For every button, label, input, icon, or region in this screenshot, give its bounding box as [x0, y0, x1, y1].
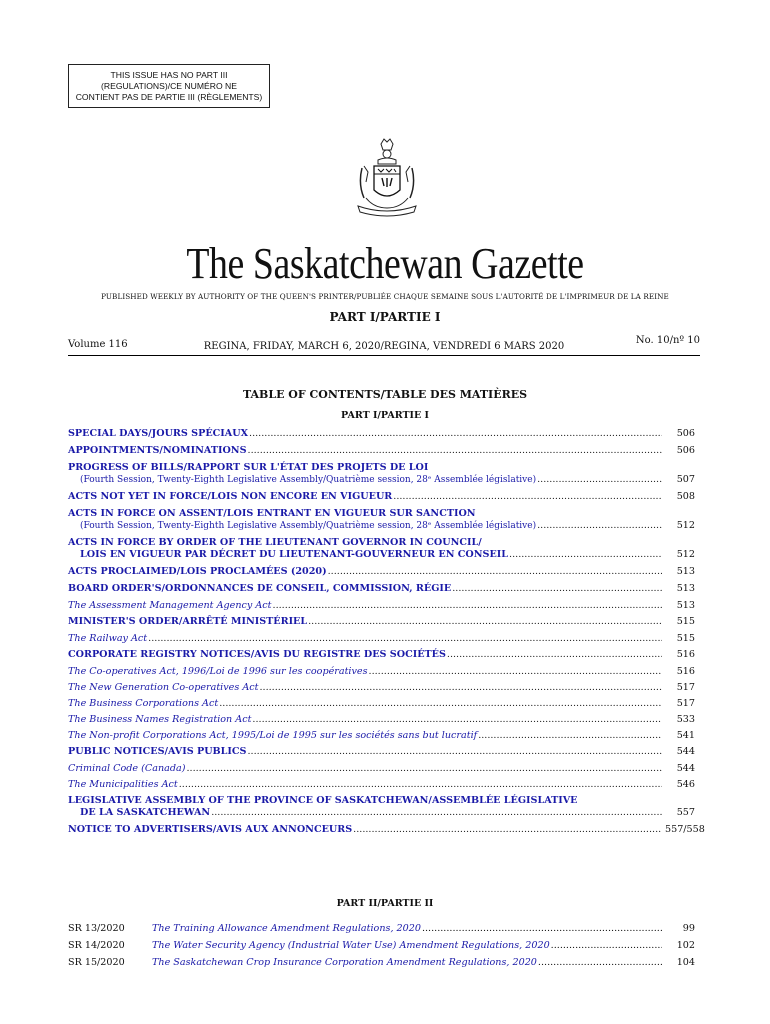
leader-dots — [478, 730, 662, 742]
toc-entry[interactable] — [68, 682, 695, 694]
toc-entry[interactable] — [68, 730, 695, 742]
toc-entry[interactable] — [68, 779, 695, 791]
toc-page-number: 544 — [676, 763, 695, 774]
gazette-title: The Saskatchewan Gazette — [186, 239, 584, 288]
leader-dots — [148, 633, 662, 645]
leader-dots — [259, 682, 662, 694]
no-part-iii-notice — [68, 64, 270, 108]
toc-entry-title: ACTS NOT YET IN FORCE/LOIS NON ENCORE EN VIGUEUR — [68, 491, 393, 502]
notice-line: THIS ISSUE HAS NO PART III — [110, 70, 228, 80]
leader-dots — [537, 474, 662, 486]
leader-dots — [353, 824, 662, 836]
leader-dots — [179, 779, 662, 791]
toc-entry-title: CORPORATE REGISTRY NOTICES/AVIS DU REGISTRE DES SOCIÉTÉS — [68, 649, 446, 660]
toc-entry[interactable] — [68, 508, 695, 532]
leader-dots — [247, 746, 662, 758]
toc-entry-title: LEGISLATIVE ASSEMBLY OF THE PROVINCE OF SASKATCHEWAN/ASSEMBLÉE LÉGISLATIVE — [68, 795, 578, 806]
toc-page-number: 515 — [676, 633, 695, 644]
regulation-entry[interactable] — [68, 954, 695, 971]
toc-page-number: 546 — [676, 779, 695, 790]
toc-page-number: 508 — [676, 491, 695, 502]
regulation-title: The Water Security Agency (Industrial Water Use) Amendment Regulations, 2020 — [152, 940, 550, 951]
toc-page-number: 513 — [676, 600, 695, 611]
toc-page-number: 517 — [676, 698, 695, 709]
toc-entry-title: The New Generation Co-operatives Act — [68, 682, 259, 693]
toc-entry[interactable] — [68, 714, 695, 726]
toc-entry[interactable] — [68, 763, 695, 775]
toc-page-number: 517 — [676, 682, 695, 693]
leader-dots — [551, 937, 662, 954]
toc-entry[interactable] — [68, 698, 695, 710]
toc-entry-title: The Assessment Management Agency Act — [68, 600, 272, 611]
toc-entry[interactable] — [68, 583, 695, 595]
toc-title: TABLE OF CONTENTS/TABLE DES MATIÈRES — [242, 388, 528, 401]
toc-entry-subtitle: (Fourth Session, Twenty-Eighth Legislative Assembly/Quatrième session, 28ᵉ Assemblée législative) — [80, 521, 537, 531]
toc-entry[interactable] — [68, 428, 695, 440]
toc-page-number: 516 — [676, 649, 695, 660]
toc-entry-title: Criminal Code (Canada) — [68, 763, 186, 774]
toc-page-number: 516 — [676, 666, 695, 677]
toc-page-number: 557 — [676, 807, 695, 818]
toc-entry-title: PUBLIC NOTICES/AVIS PUBLICS — [68, 746, 247, 757]
toc-entry-title: The Business Corporations Act — [68, 698, 219, 709]
toc-entry[interactable] — [68, 649, 695, 661]
leader-dots — [369, 666, 662, 678]
leader-dots — [211, 807, 662, 819]
toc-page-number: 507 — [676, 474, 695, 485]
toc-entry[interactable] — [68, 795, 695, 819]
toc-entry[interactable] — [68, 566, 695, 578]
regulation-page-number: 104 — [676, 957, 695, 968]
regulation-title: The Saskatchewan Crop Insurance Corporation Amendment Regulations, 2020 — [152, 957, 537, 968]
toc-part-label: PART I/PARTIE I — [341, 410, 429, 421]
dateline: REGINA, FRIDAY, MARCH 6, 2020/REGINA, VENDREDI 6 MARS 2020 — [203, 341, 565, 352]
toc-entry-title: NOTICE TO ADVERTISERS/AVIS AUX ANNONCEURS — [68, 824, 353, 835]
toc-page-number: 533 — [676, 714, 695, 725]
part-ii-label: PART II/PARTIE II — [336, 898, 434, 909]
toc-page-number: 544 — [676, 746, 695, 757]
leader-dots — [252, 714, 662, 726]
volume-dateline-row — [68, 335, 700, 356]
toc-entry-title: The Co-operatives Act, 1996/Loi de 1996 sur les coopératives — [68, 666, 368, 677]
regulation-number: SR 13/2020 — [68, 923, 125, 934]
toc-entry-title: ACTS IN FORCE BY ORDER OF THE LIEUTENANT GOVERNOR IN COUNCIL/ — [68, 537, 482, 548]
toc-page-number: 515 — [676, 616, 695, 627]
notice-line: CONTIENT PAS DE PARTIE III (RÈGLEMENTS) — [75, 92, 263, 102]
regulation-page-number: 102 — [676, 940, 695, 951]
regulation-number: SR 15/2020 — [68, 957, 125, 968]
toc-entry-title: The Business Names Registration Act — [68, 714, 252, 725]
part-heading: PART I/PARTIE I — [329, 310, 441, 324]
toc-entry-title: APPOINTMENTS/NOMINATIONS — [68, 445, 247, 456]
toc-entry-title: BOARD ORDER'S/ORDONNANCES DE CONSEIL, COMMISSION, RÉGIE — [68, 583, 452, 594]
leader-dots — [447, 649, 662, 661]
toc-entry[interactable] — [68, 445, 695, 457]
leader-dots — [393, 491, 662, 503]
leader-dots — [328, 566, 662, 578]
toc-entry-title: ACTS IN FORCE ON ASSENT/LOIS ENTRANT EN VIGUEUR SUR SANCTION — [68, 508, 476, 519]
leader-dots — [308, 616, 662, 628]
toc-page-number: 557/558 — [665, 824, 705, 835]
leader-dots — [537, 520, 662, 532]
toc-entry-title: PROGRESS OF BILLS/RAPPORT SUR L'ÉTAT DES PROJETS DE LOI — [68, 462, 429, 473]
toc-page-number: 512 — [676, 520, 695, 531]
regulation-number: SR 14/2020 — [68, 940, 125, 951]
leader-dots — [538, 954, 662, 971]
regulation-title: The Training Allowance Amendment Regulations, 2020 — [152, 923, 421, 934]
toc-entry-title: The Non-profit Corporations Act, 1995/Loi de 1995 sur les sociétés sans but lucratif — [68, 730, 478, 741]
toc-page-number: 506 — [676, 428, 695, 439]
leader-dots — [452, 583, 662, 595]
toc-entry-title: ACTS PROCLAIMED/LOIS PROCLAMÉES (2020) — [68, 566, 327, 577]
toc-entry-title: The Municipalities Act — [68, 779, 178, 790]
leader-dots — [186, 763, 662, 775]
toc-entry-title: MINISTER'S ORDER/ARRÊTÉ MINISTÉRIEL — [68, 616, 308, 627]
regulation-entry[interactable] — [68, 937, 695, 954]
toc-entry-subtitle: (Fourth Session, Twenty-Eighth Legislative Assembly/Quatrième session, 28ᵉ Assemblée législative) — [80, 475, 537, 485]
toc-entry-title: SPECIAL DAYS/JOURS SPÉCIAUX — [68, 428, 249, 439]
toc-entry[interactable] — [68, 462, 695, 486]
toc-entry[interactable] — [68, 633, 695, 645]
toc-page-number: 513 — [676, 583, 695, 594]
notice-line: (REGULATIONS)/CE NUMÉRO NE — [101, 81, 237, 91]
toc-entry[interactable] — [68, 491, 695, 503]
toc-entry-subtitle: LOIS EN VIGUEUR PAR DÉCRET DU LIEUTENANT-GOUVERNEUR EN CONSEIL — [80, 549, 509, 560]
toc-page-number: 513 — [676, 566, 695, 577]
leader-dots — [248, 445, 662, 457]
leader-dots — [273, 600, 662, 612]
toc-entry[interactable] — [68, 600, 695, 612]
toc-entry[interactable] — [68, 746, 695, 758]
toc-entry[interactable] — [68, 537, 695, 561]
part-ii-list — [68, 920, 695, 971]
leader-dots — [422, 920, 662, 937]
toc-entry[interactable] — [68, 824, 705, 836]
toc-entry[interactable] — [68, 666, 695, 678]
volume-number: Volume 116 — [68, 339, 128, 350]
toc-entry-subtitle: DE LA SASKATCHEWAN — [80, 807, 211, 818]
toc-page-number: 512 — [676, 549, 695, 560]
toc-page-number: 541 — [676, 730, 695, 741]
leader-dots — [509, 549, 662, 561]
publication-statement: PUBLISHED WEEKLY BY AUTHORITY OF THE QUEEN'S PRINTER/PUBLIÉE CHAQUE SEMAINE SOUS L'AUTORITÉ DE L'IMPRIMEUR DE LA REINE — [101, 292, 669, 301]
regulation-entry[interactable] — [68, 920, 695, 937]
table-of-contents — [68, 428, 705, 841]
toc-entry-title: The Railway Act — [68, 633, 148, 644]
toc-entry[interactable] — [68, 616, 695, 628]
regulation-page-number: 99 — [682, 923, 695, 934]
leader-dots — [219, 698, 662, 710]
leader-dots — [249, 428, 662, 440]
coat-of-arms-icon — [354, 138, 420, 220]
toc-page-number: 506 — [676, 445, 695, 456]
issue-number: No. 10/nº 10 — [635, 335, 700, 346]
